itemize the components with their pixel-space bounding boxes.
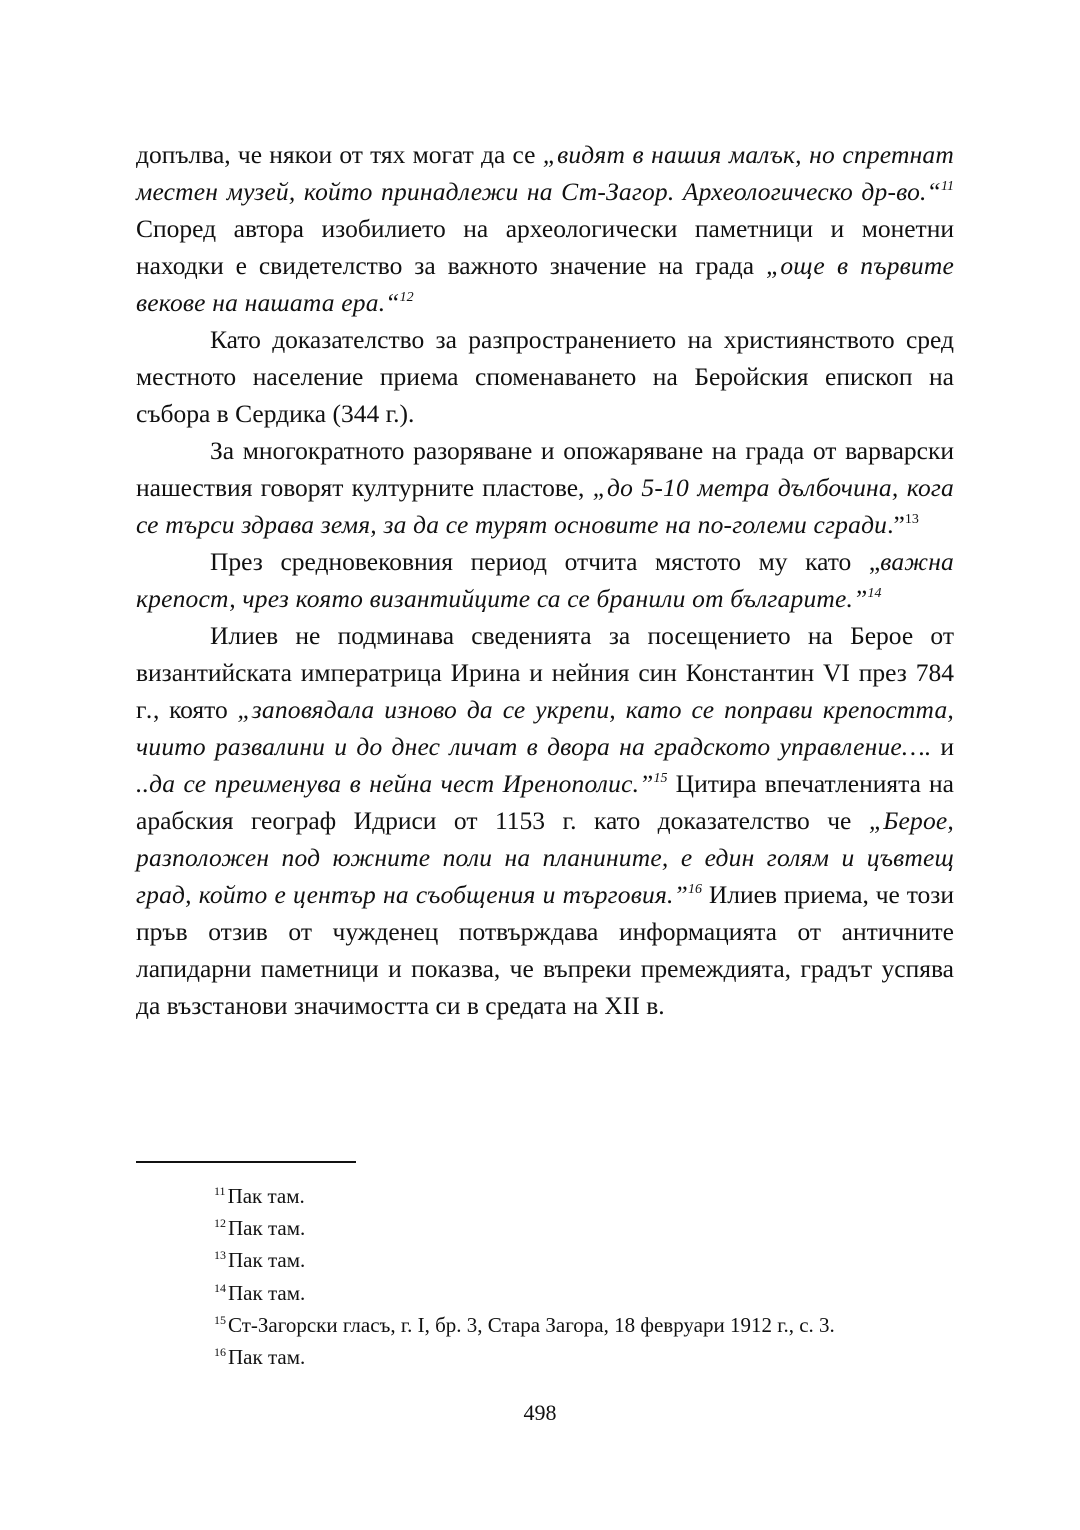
quoted-text: „заповядала изново да се укрепи, като се поправи крепостта, чиито развалини и до днес личат в двора на градското управление…. <box>136 695 954 761</box>
footnotes <box>214 1180 974 1373</box>
footnote-ref: 15 <box>653 771 668 786</box>
text-run: , която <box>153 695 238 724</box>
text-run: Цитира впечатленията на арабския географ Идриси от 1153 г. като доказателство че <box>136 769 954 835</box>
footnote-ref: 11 <box>941 179 954 194</box>
footnote-13 <box>214 1244 974 1276</box>
footnote-number: 13 <box>214 1248 226 1263</box>
paragraph-5 <box>136 617 954 1024</box>
paragraph-4 <box>136 543 954 617</box>
quoted-text: важна крепост, чрез която византийците са се бранили от българите.” <box>136 547 954 613</box>
text-run: Илиев приема, че този пръв отзив от чужденец потвърждава информацията от античните лапидарни паметници и показва, че въпреки премеждията, градът успява да възстанови значимостта си в средата на XII в. <box>136 880 954 1020</box>
paragraph-3 <box>136 432 954 543</box>
footnote-number: 11 <box>214 1184 226 1198</box>
footnote-ref: 13 <box>904 512 919 527</box>
footnote-separator <box>136 1161 356 1163</box>
footnote-16 <box>214 1341 974 1373</box>
text-run: За многократното разоряване и опожаряване на града от варварски нашествия говорят културните пластове, <box>136 436 954 502</box>
footnote-number: 15 <box>214 1312 226 1327</box>
footnote-text: Пак там. <box>228 1345 306 1370</box>
footnote-number: 16 <box>214 1345 226 1360</box>
text-run: Според автора изобилието на археологически паметници и монетни находки е свидетелство за важното значение на града <box>136 214 954 280</box>
footnote-12 <box>214 1212 974 1244</box>
main-text <box>136 136 954 1024</box>
text-run: Илиев не подминава сведенията за посещението на Берое от византийската императрица Ирина и нейния син Константин VI през 784 г <box>136 621 954 724</box>
quoted-text: „още в първите векове на нашата ера.“ <box>136 251 954 317</box>
quoted-text: „Берое, разположен под южните поли на планините, е един голям и цъвтещ град, който е център на съобщения и търговия.” <box>136 806 954 909</box>
text-run: През средновековния период отчита мястото му като „ <box>210 547 881 576</box>
footnote-number: 12 <box>214 1216 226 1231</box>
footnote-number: 14 <box>214 1280 226 1295</box>
footnote-text: Ст-Загорски гласъ, г. I, бр. 3, Стара Загора, 18 февруари 1912 г., с. 3. <box>228 1312 835 1337</box>
paragraph-2 <box>136 321 954 432</box>
quoted-text: „до 5-10 метра дълбочина, кога се търси здрава земя, за да се турят основите на по-големи сгради <box>136 473 954 539</box>
footnote-text: Пак там. <box>228 1248 306 1273</box>
paragraph-1 <box>136 136 954 321</box>
footnote-ref: 16 <box>688 882 702 897</box>
page-number: 498 <box>523 1400 557 1425</box>
quoted-text: . <box>146 695 154 724</box>
footnote-15 <box>214 1309 974 1341</box>
text-run: .” <box>887 510 905 539</box>
footnote-11 <box>214 1180 974 1212</box>
text-run: допълва, че някои от тях могат да се <box>136 140 543 169</box>
text-run: Като доказателство за разпространението на християнството сред местното население приема споменаването на Беройския епископ на събора в Сердика (344 г.). <box>136 325 954 428</box>
footnote-text: Пак там. <box>228 1280 306 1305</box>
text-run: и <box>931 732 954 761</box>
footnote-text: Пак там. <box>227 1184 305 1208</box>
footnote-text: Пак там. <box>228 1216 306 1241</box>
footnote-14 <box>214 1277 974 1309</box>
quoted-text: ..да се преименува в нейна чест Иренополис.” <box>136 769 654 798</box>
footnote-ref: 14 <box>867 586 882 601</box>
quoted-text: „видят в нашия малък, но спретнат местен музей, който принадлежи на Ст-Загор. Археологическо др-во.“ <box>136 140 954 206</box>
footnote-ref: 12 <box>399 290 414 305</box>
